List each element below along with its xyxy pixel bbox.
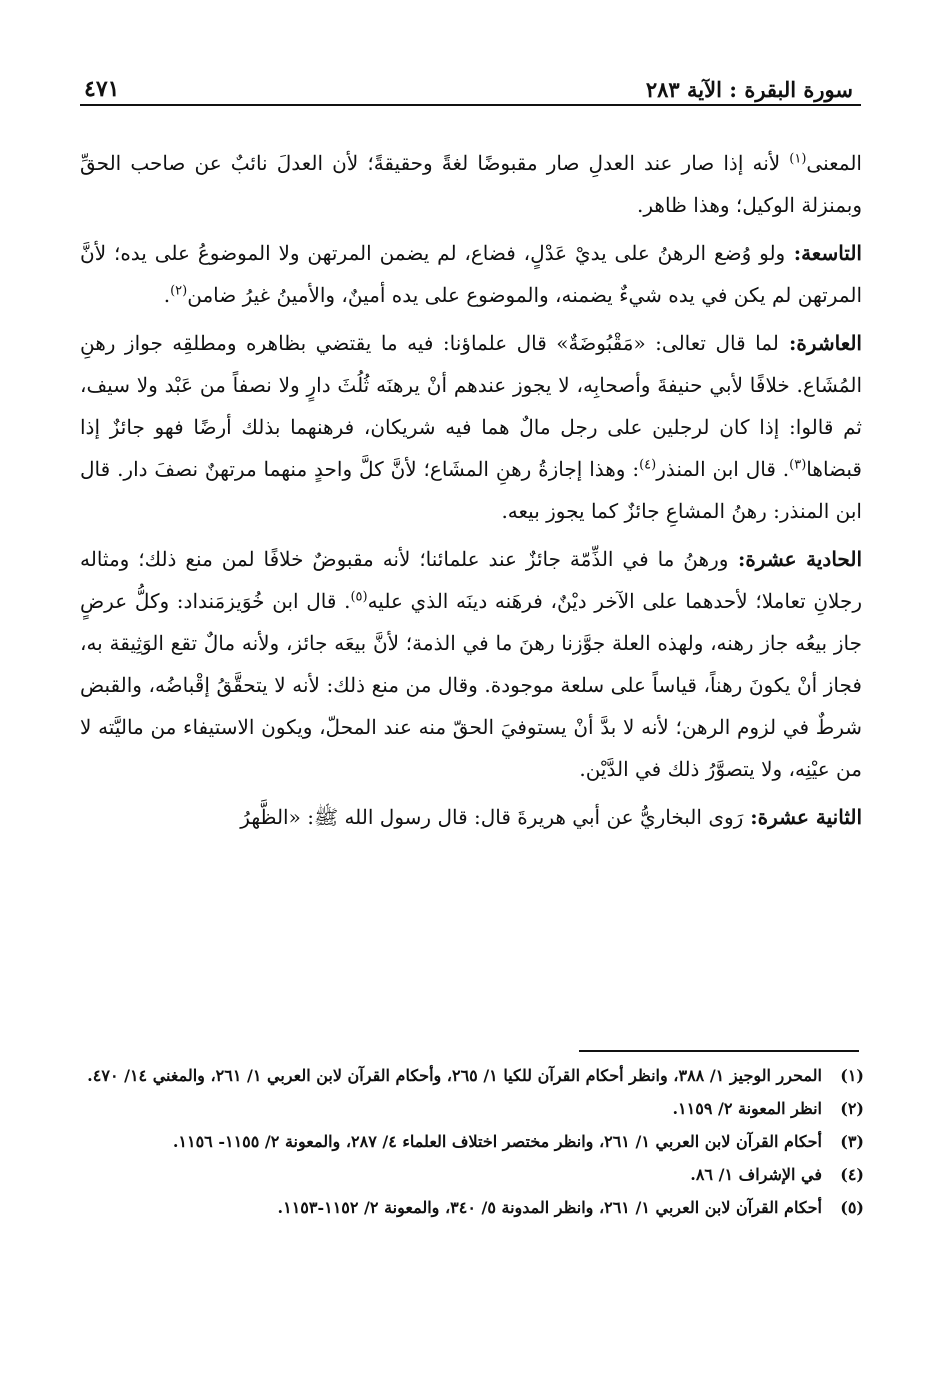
- header-rule: [80, 104, 861, 106]
- footnote-1: [84, 1062, 864, 1090]
- footnote-3: [84, 1128, 864, 1156]
- footnote-text: أحكام القرآن لابن العربي ١/ ٢٦١، وانظر المدونة ٥/ ٣٤٠، والمعونة ٢/ ١١٥٢-١١٥٣.: [277, 1198, 822, 1217]
- running-header-title: سورة البقرة : الآية ٢٨٣: [645, 77, 853, 102]
- page-number: ٤٧١: [84, 76, 120, 102]
- footnote-ref-3: (٣): [789, 457, 807, 473]
- paragraph-tenth: [80, 322, 862, 532]
- paragraph-heading: الحادية عشرة:: [728, 547, 862, 571]
- paragraph-text: رَوى البخاريُّ عن أبي هريرةَ قال: قال رسول الله ﷺ: «الظَّهرُ: [240, 805, 744, 829]
- footnote-2: [84, 1095, 864, 1123]
- footnote-separator: [579, 1050, 859, 1052]
- paragraph-heading: الثانية عشرة:: [743, 805, 862, 829]
- footnote-5: [84, 1194, 864, 1222]
- footnote-text: في الإشراف ١/ ٨٦.: [690, 1165, 822, 1184]
- footnote-ref-1: (١): [789, 151, 807, 167]
- paragraph-text: المعنى: [806, 151, 862, 175]
- paragraph-text: ورهنُ ما في الذِّمّة جائزٌ عند علمائنا؛ لأنه مقبوضٌ خلافًا لمن منع ذلك؛ ومثاله رجلانِ تعاملا؛ لأحدهما على الآخر ديْنٌ، فرهَنه دينَه الذي عليه: [80, 547, 862, 613]
- footnote-number: (٤): [840, 1165, 864, 1184]
- paragraph-twelfth: [80, 796, 862, 838]
- paragraph-text: : وهذا إجازةُ رهنِ المشَاع؛ لأنَّ كلَّ واحدٍ منهما مرتهنٌ نصفَ دار. قال ابن المنذر: رهنُ المشاعِ جائزٌ كما يجوز بيعه.: [80, 457, 862, 523]
- paragraph-heading: التاسعة:: [785, 241, 862, 265]
- main-text: [80, 142, 862, 844]
- paragraph-text: .: [163, 283, 171, 307]
- footnote-text: أحكام القرآن لابن العربي ١/ ٢٦١، وانظر مختصر اختلاف العلماء ٤/ ٢٨٧، والمعونة ٢/ ١١٥٥- ١١٥٦.: [172, 1132, 822, 1151]
- footnote-number: (٢): [840, 1099, 864, 1118]
- footnote-number: (٣): [840, 1132, 864, 1151]
- footnote-ref-2: (٢): [170, 283, 188, 299]
- paragraph-eleventh: [80, 538, 862, 790]
- paragraph-text: ولو وُضع الرهنُ على يديْ عَدْلٍ، فضاع، لم يضمن المرتهن ولا الموضوعُ على يده؛ لأنَّ المرتهن لم يكن في يده شيءٌ يضمنه، والموضوع على يده أمينٌ، والأمينُ غيرُ ضامن: [80, 241, 862, 307]
- paragraph-ninth: [80, 232, 862, 316]
- footnote-4: [84, 1161, 864, 1189]
- footnote-number: (١): [840, 1066, 864, 1085]
- footnotes: [84, 1062, 864, 1227]
- running-header: [84, 62, 853, 102]
- footnote-ref-4: (٤): [639, 457, 657, 473]
- footnote-ref-5: (٥): [350, 589, 368, 605]
- paragraph-text: لأنه إذا صار عند العدلِ صار مقبوضًا لغةً وحقيقةً؛ لأن العدلَ نائبٌ عن صاحب الحقِّ وبمنزلة الوكيل؛ وهذا ظاهر.: [80, 151, 862, 217]
- paragraph-text: . قال ابن المنذر: [656, 457, 790, 481]
- paragraph-1: [80, 142, 862, 226]
- footnote-text: انظر المعونة ٢/ ١١٥٩.: [672, 1099, 822, 1118]
- footnote-number: (٥): [840, 1198, 864, 1217]
- footnote-text: المحرر الوجيز ١/ ٣٨٨، وانظر أحكام القرآن للكيا ١/ ٢٦٥، وأحكام القرآن لابن العربي ١/ ٢٦١، والمغني ١٤/ ٤٧٠.: [87, 1066, 822, 1085]
- paragraph-text: . قال ابن خُوَيزمَنداد: وكلُّ عرضٍ جاز بيعُه جاز رهنه، ولهذه العلة جوَّزنا رهنَ ما في الذمة؛ لأنَّ بيعَه جائز، ولأنه مالٌ تقع الوَثِيقة به، فجاز أنْ يكونَ رهناً، قياساً على سلعة موجودة. وقال من منع ذلك: لأنه لا يتحقَّقُ إقْباضُه، والقبض شرطٌ في لزوم الرهن؛ لأنه لا بدَّ أنْ يستوفيَ الحقّ منه عند المحلّ، ويكون الاستيفاء من ماليَّته لا من عيْنِه، ولا يتصوَّرُ ذلك في الدَّيْن.: [80, 589, 862, 781]
- paragraph-text: لما قال تعالى: «مَقْبُوضَةٌ» قال علماؤنا: فيه ما يقتضي بظاهره ومطلقِه جواز رهنِ المُشَاع. خلافًا لأبي حنيفةَ وأصحابِه، لا يجوز عندهم أنْ يرهنَه ثُلُثَ دارٍ ولا نصفاً من عَبْد ولا سيف، ثم قالوا: إذا كان لرجلين على رجل مالٌ هما فيه شريكان، فرهنهما بذلك أرضًا فهو جائزٌ إذا قبضاها: [80, 331, 862, 481]
- paragraph-heading: العاشرة:: [778, 331, 862, 355]
